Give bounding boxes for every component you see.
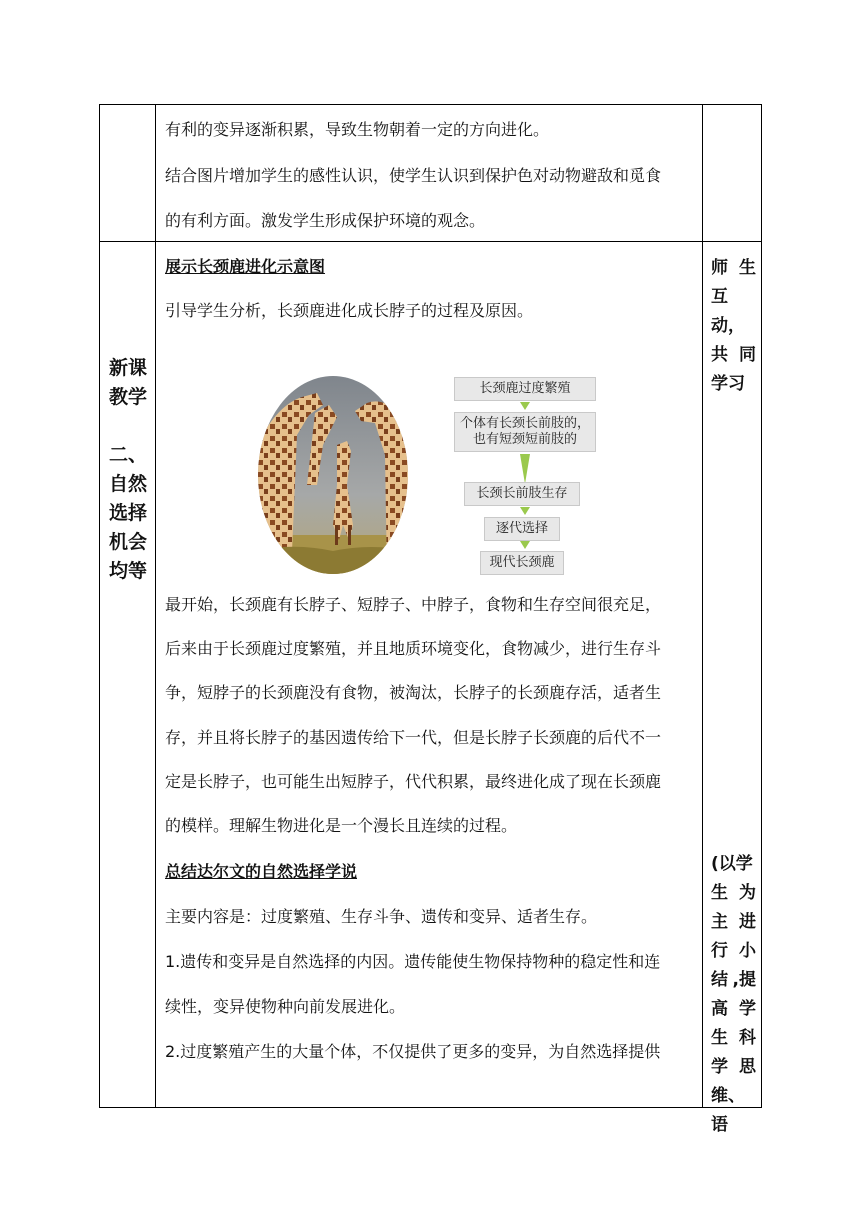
side-label-line [703,254,759,283]
side-label-text: 学 [711,1057,728,1077]
giraffe-photo-svg [257,375,409,575]
section-label-line [100,412,156,441]
row2-main-cell [165,241,695,1107]
side-label-line [703,283,759,341]
paragraph-line-2: 后来由于长颈鹿过度繁殖，并且地质环境变化，食物减少，进行生存斗 [165,639,662,658]
side-label-line [703,966,759,995]
row2-left-label [100,354,156,594]
intro-text: 引导学生分析，长颈鹿进化成长脖子的过程及原因。 [165,301,534,320]
flow-arrow-3 [520,507,530,515]
side-label-line [703,850,759,879]
paragraph-line-5: 定是长脖子，也可能生出短脖子，代代积累，最终进化成了现在长颈鹿 [165,772,662,791]
side-label-line [703,341,759,370]
side-label-text: (以学 [711,854,753,874]
table-border-left [99,104,100,1108]
side-label-text: 生 [739,258,756,278]
side-label-text: 进 [739,912,756,932]
table-border-bottom [99,1107,762,1108]
paragraph-line-6: 的模样。理解生物进化是一个漫长且连续的过程。 [165,816,518,835]
table-border-right [761,104,762,1108]
side-label-text: 生 [711,1028,728,1048]
summary-line-4: 2.过度繁殖产生的大量个体，不仅提供了更多的变异，为自然选择提供 [165,1042,661,1061]
flow-step-5: 现代长颈鹿 [480,551,564,575]
purpose-label [703,850,759,1140]
flow-arrow-2 [520,454,530,484]
row1-main-cell [165,104,695,241]
side-label-text: 为 [739,883,756,903]
flow-arrow-4 [520,541,530,549]
paragraph-line-4: 存，并且将长脖子的基因遗传给下一代，但是长脖子长颈鹿的后代不一 [165,728,662,747]
flow-step-2: 个体有长颈长前肢的， 也有短颈短前肢的 [454,412,596,452]
section-label-line: 选择 [108,502,147,524]
table-divider-1 [155,104,156,1108]
paragraph-line-3: 争，短脖子的长颈鹿没有食物，被淘汰，长脖子的长颈鹿存活，适者生 [165,683,662,702]
side-label-line [703,879,759,908]
flow-step-3: 长颈长前肢生存 [464,482,580,506]
row1-line-2: 结合图片增加学生的感性认识，使学生认识到保护色对动物避敌和觅食 [165,166,662,185]
side-label-text: 结 [711,970,728,990]
side-label-line [703,1024,759,1053]
side-label-text: 共 [711,345,728,365]
heading-giraffe-diagram: 展示长颈鹿进化示意图 [165,257,326,276]
section-label-line: 均等 [108,560,147,582]
section-label-line: 新课 [108,357,147,379]
side-label-text: 同 [739,345,756,365]
section-label-line: 教学 [108,386,147,408]
side-label-line [703,908,759,937]
side-label-text: 生 [711,883,728,903]
side-label-text: 主 [711,912,728,932]
heading-darwin-summary: 总结达尔文的自然选择学说 [165,862,358,881]
evolution-flowchart [450,375,600,575]
section-label-line: 机会 [108,531,147,553]
side-label-text: 科 [739,1028,756,1048]
side-label-line [703,995,759,1024]
side-label-text: 维、语 [711,1086,745,1135]
summary-line-1: 主要内容是：过度繁殖、生存斗争、遗传和变异、适者生存。 [165,907,598,926]
side-label-line [703,370,759,399]
side-label-line [703,1053,759,1082]
giraffe-photo [257,375,409,575]
side-label-text: 学习 [711,374,745,394]
side-label-text: 师 [711,258,728,278]
flow-step-1: 长颈鹿过度繁殖 [454,377,596,401]
summary-line-3: 续性，变异使物种向前发展进化。 [165,997,406,1016]
row1-line-1: 有利的变异逐渐积累，导致生物朝着一定的方向进化。 [165,120,550,139]
section-label [100,354,156,586]
side-label-text: 高 [711,999,728,1019]
side-label-line [703,937,759,966]
side-label-text: ,提 [732,970,756,990]
flow-arrow-1 [520,402,530,410]
side-label-text: 互动， [711,287,745,336]
side-label-text: 行 [711,941,728,961]
summary-line-2: 1.遗传和变异是自然选择的内因。遗传能使生物保持物种的稳定性和连 [165,952,661,971]
side-label-text: 学 [739,999,756,1019]
flow-step-4: 逐代选择 [484,517,560,541]
side-label-text: 小 [739,941,756,961]
side-label-line [703,1082,759,1140]
section-label-line: 自然 [108,473,147,495]
activity-label [703,254,759,399]
row1-line-3: 的有利方面。激发学生形成保护环境的观念。 [165,211,486,230]
side-label-text: 思 [739,1057,756,1077]
paragraph-line-1: 最开始，长颈鹿有长脖子、短脖子、中脖子，食物和生存空间很充足， [165,595,662,614]
section-label-line: 二、 [108,444,147,466]
